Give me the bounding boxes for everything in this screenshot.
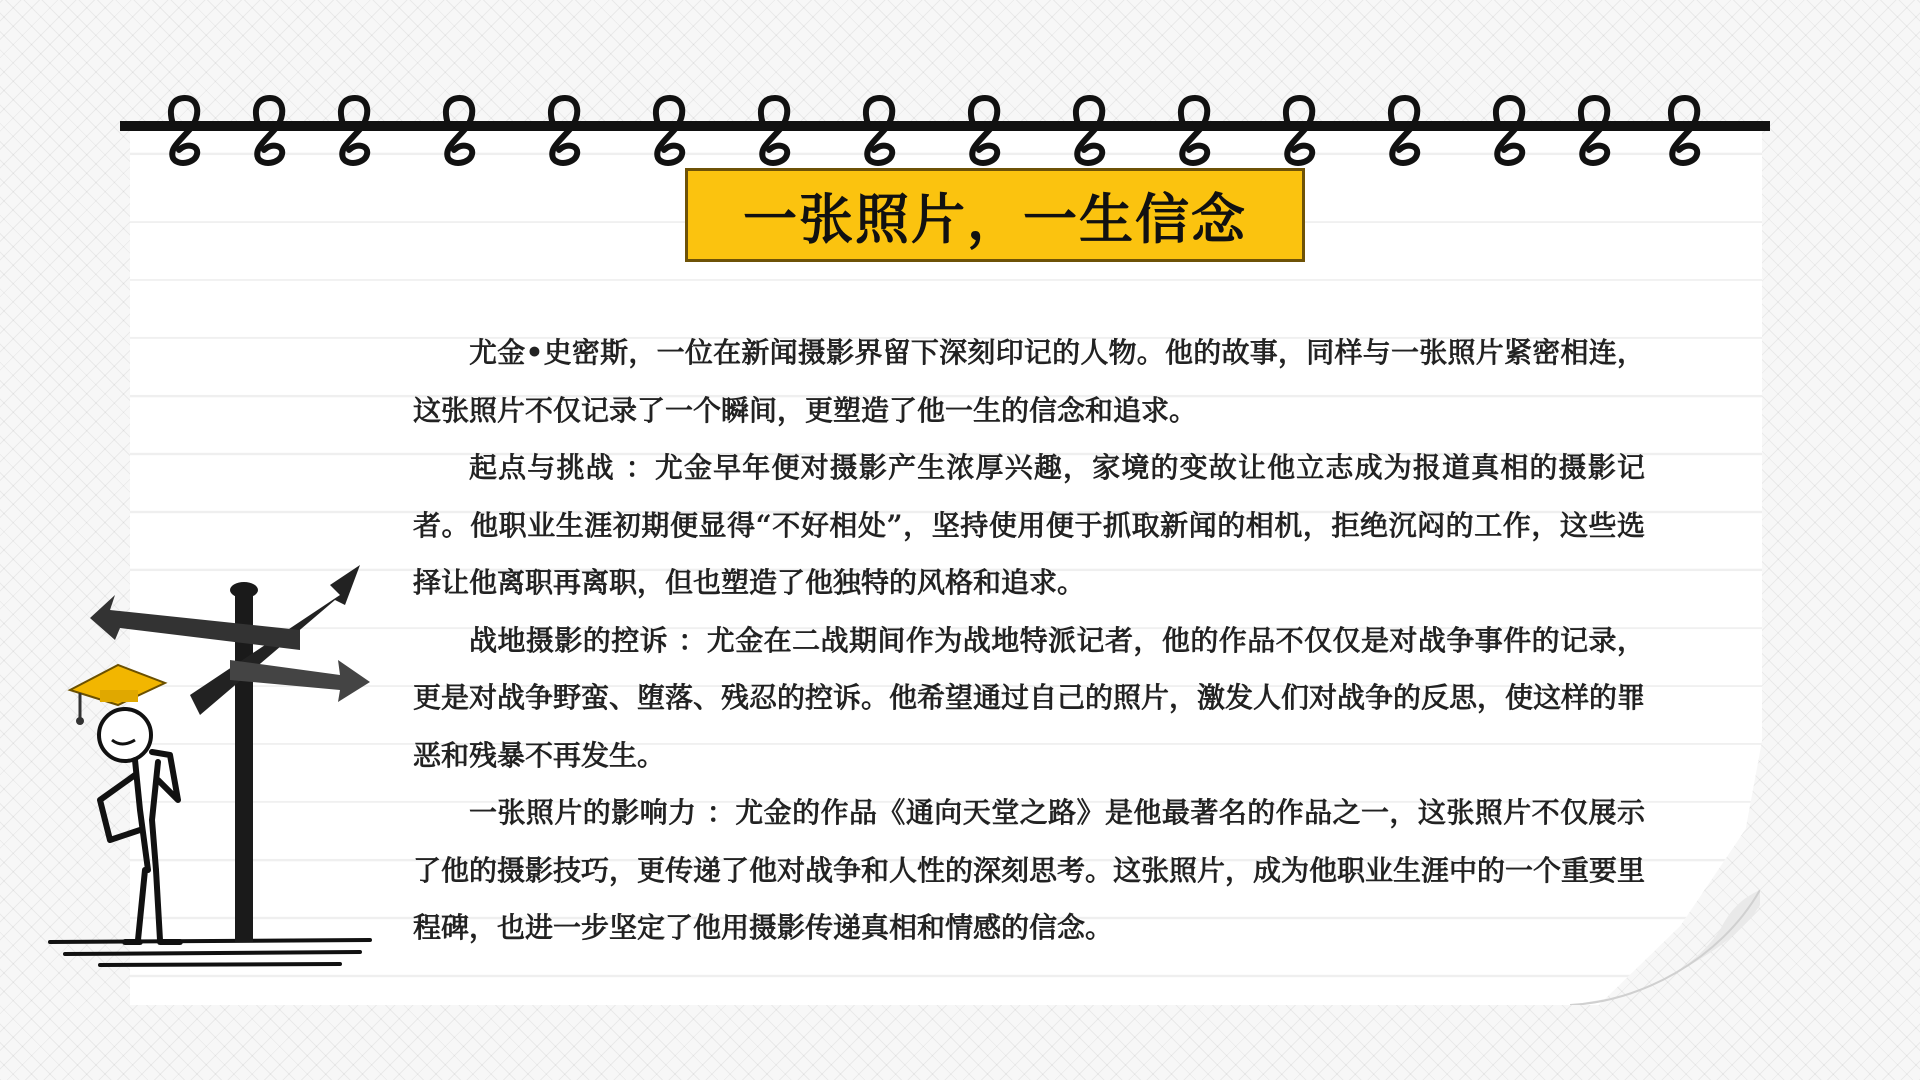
spiral-binding-icon <box>0 0 1920 180</box>
article-body <box>413 324 1645 957</box>
page-title: 一张照片，一生信念 <box>743 187 1247 251</box>
thinking-stickman-signpost-icon <box>40 540 380 980</box>
paragraph-start-challenge: 起点与挑战 ：尤金早年便对摄影产生浓厚兴趣，家境的变故让他立志成为报道真相的摄影记者。他职业生涯初期便显得“不好相处”，坚持使用便于抓取新闻的相机，拒绝沉闷的工作，这些选择让他离职再离职，但也塑造了他独特的风格和追求。 <box>413 451 1645 599</box>
paragraph-intro: 尤金•史密斯，一位在新闻摄影界留下深刻印记的人物。他的故事，同样与一张照片紧密相连，这张照片不仅记录了一个瞬间，更塑造了他一生的信念和追求。 <box>413 336 1645 427</box>
paragraph-photo-influence: 一张照片的影响力 ：尤金的作品《通向天堂之路》是他最著名的作品之一，这张照片不仅展示了他的摄影技巧，更传递了他对战争和人性的深刻思考。这张照片，成为他职业生涯中的一个重要里程碑，也进一步坚定了他用摄影传递真相和情感的信念。 <box>413 796 1646 944</box>
title-banner <box>685 168 1305 262</box>
paragraph-war-photography: 战地摄影的控诉 ：尤金在二战期间作为战地特派记者，他的作品不仅仅是对战争事件的记录，更是对战争野蛮、堕落、残忍的控诉。他希望通过自己的照片，激发人们对战争的反思，使这样的罪恶和残暴不再发生。 <box>413 623 1646 772</box>
